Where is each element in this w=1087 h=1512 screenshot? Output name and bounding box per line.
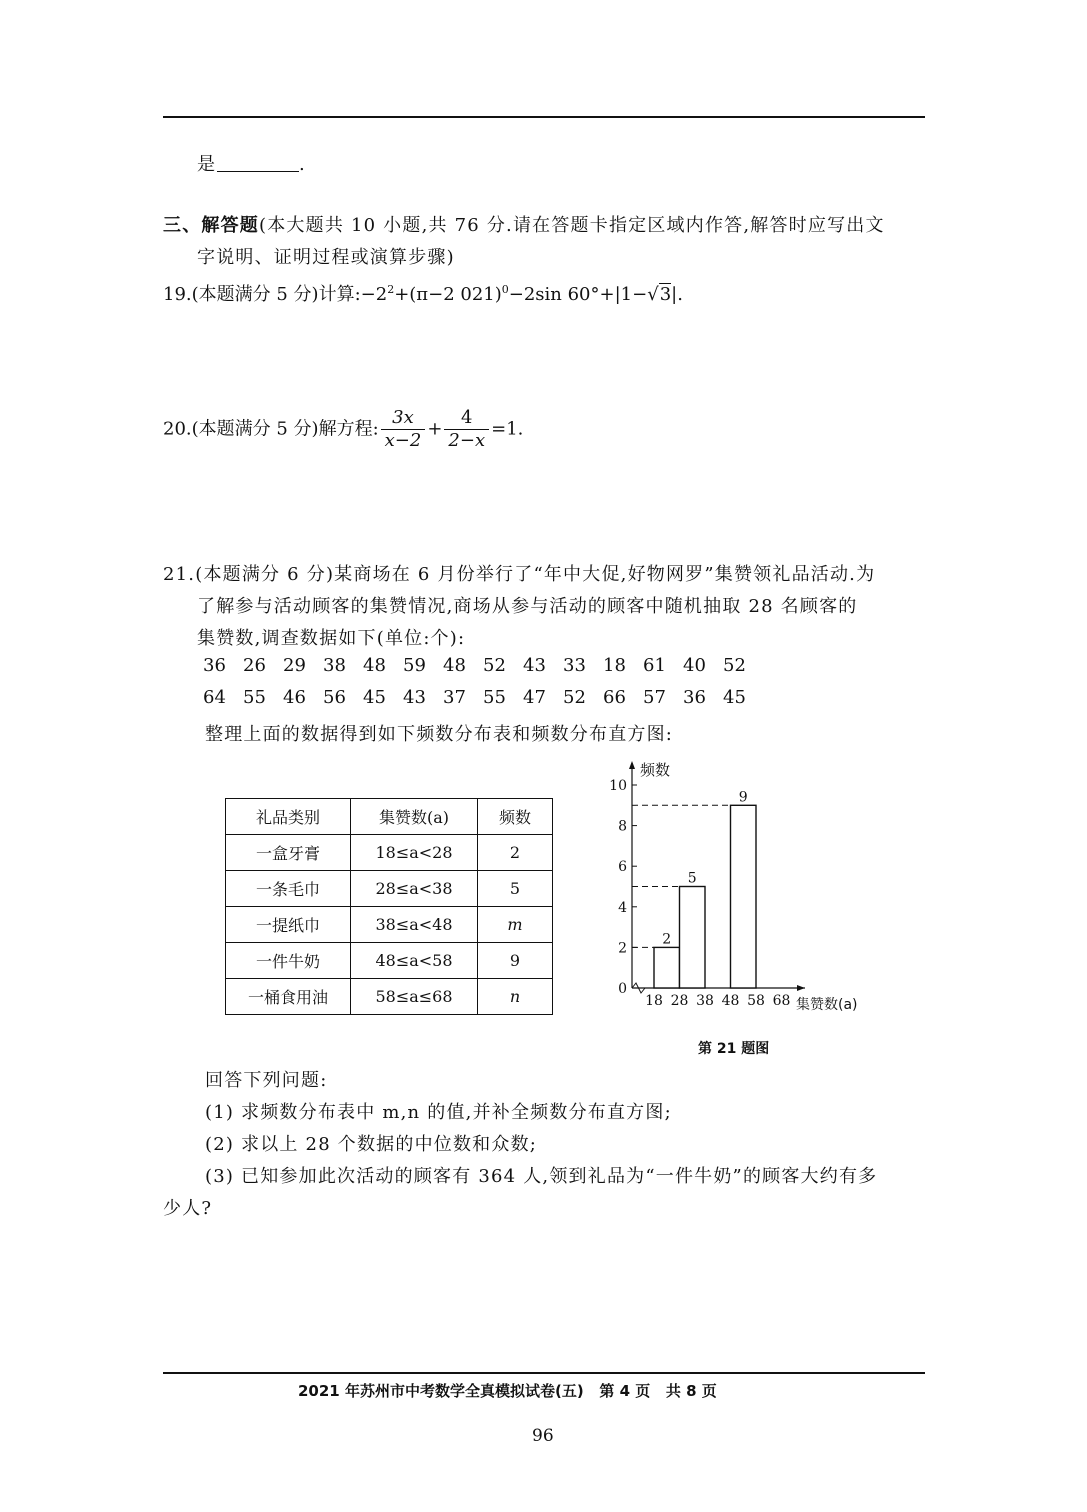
q20-f2-den: 2−x <box>448 430 486 451</box>
data-value: 38 <box>323 655 346 676</box>
data-value: 55 <box>483 687 506 708</box>
q21-sub-1: (1) 求频数分布表中 m,n 的值,并补全频数分布直方图; <box>205 1102 672 1123</box>
q19-label: 19.(本题满分 5 分)计算: <box>163 284 361 305</box>
q21-line-2: 了解参与活动顾客的集赞情况,商场从参与活动的顾客中随机抽取 28 名顾客的 <box>197 596 858 617</box>
table-header: 礼品类别 <box>226 799 351 835</box>
q20-plus: + <box>427 418 443 440</box>
q19-term-end: |. <box>671 284 683 305</box>
table-cell: 58≤a≤68 <box>351 979 478 1015</box>
q19-sqrt-arg: 3 <box>659 284 672 305</box>
data-value: 59 <box>403 655 426 676</box>
bar-label: 5 <box>687 870 697 887</box>
data-value: 61 <box>643 655 666 676</box>
figure-caption: 第 21 题图 <box>698 1041 770 1057</box>
data-value: 26 <box>243 655 266 676</box>
table-cell: m <box>478 907 553 943</box>
table-cell: 2 <box>478 835 553 871</box>
histogram-bar <box>654 947 680 988</box>
y-tick-label: 0 <box>618 981 627 997</box>
data-value: 48 <box>443 655 466 676</box>
x-tick-label: 28 <box>670 993 689 1009</box>
y-tick-label: 10 <box>609 778 627 794</box>
x-axis-arrow-icon <box>797 985 805 991</box>
table-row <box>226 835 553 871</box>
q21-sub-3-line-2: 少人? <box>163 1198 213 1219</box>
data-value: 64 <box>203 687 226 708</box>
bar-label: 2 <box>662 931 672 948</box>
table-cell: 18≤a<28 <box>351 835 478 871</box>
data-value: 66 <box>603 687 626 708</box>
x-tick-label: 48 <box>721 993 740 1009</box>
q20-f1-num: 3x <box>381 408 426 430</box>
q21-line-3: 集赞数,调查数据如下(单位:个): <box>197 628 466 649</box>
table-row <box>226 979 553 1015</box>
data-value: 56 <box>323 687 346 708</box>
section3-desc-2: 字说明、证明过程或演算步骤) <box>197 247 455 268</box>
table-header: 集赞数(a) <box>351 799 478 835</box>
table-cell: 一盒牙膏 <box>226 835 351 871</box>
top-rule <box>163 116 925 118</box>
frequency-table <box>225 798 553 1015</box>
q21-sub-3-line-1: (3) 已知参加此次活动的顾客有 364 人,领到礼品为“一件牛奶”的顾客大约有多 <box>205 1166 878 1187</box>
data-value: 52 <box>723 655 746 676</box>
q21-data-row-2 <box>203 687 763 708</box>
question-20 <box>163 408 523 451</box>
q21-intro: 整理上面的数据得到如下频数分布表和频数分布直方图: <box>205 724 674 745</box>
question-19 <box>163 280 683 306</box>
data-value: 52 <box>563 687 586 708</box>
x-axis-label: 集赞数(a) <box>796 997 858 1013</box>
q20-f1-den: x−2 <box>384 430 422 451</box>
x-tick-label: 38 <box>696 993 714 1009</box>
page-number: 96 <box>532 1426 554 1446</box>
table-cell: 一条毛巾 <box>226 871 351 907</box>
y-axis-label: 频数 <box>640 761 671 779</box>
q20-rhs: =1. <box>491 418 524 440</box>
table-header: 频数 <box>478 799 553 835</box>
x-tick-label: 68 <box>772 993 791 1009</box>
data-value: 18 <box>603 655 626 676</box>
section3-heading-line <box>163 211 885 237</box>
histogram-bar <box>731 805 757 988</box>
answer-blank <box>217 155 299 172</box>
y-axis-arrow-icon <box>629 761 635 769</box>
table-row <box>226 871 553 907</box>
table-cell: 28≤a<38 <box>351 871 478 907</box>
data-value: 43 <box>523 655 546 676</box>
histogram-bar <box>680 887 706 989</box>
q21-line-1: 21.(本题满分 6 分)某商场在 6 月份举行了“年中大促,好物网罗”集赞领礼品活动.为 <box>163 564 876 585</box>
q21-answer-intro: 回答下列问题: <box>205 1070 328 1091</box>
q21-sub-2: (2) 求以上 28 个数据的中位数和众数; <box>205 1134 538 1155</box>
table-cell: 9 <box>478 943 553 979</box>
data-value: 55 <box>243 687 266 708</box>
data-value: 36 <box>683 687 706 708</box>
data-value: 48 <box>363 655 386 676</box>
table-cell: n <box>478 979 553 1015</box>
data-value: 46 <box>283 687 306 708</box>
q20-fraction-2 <box>444 408 489 451</box>
table-cell: 48≤a<58 <box>351 943 478 979</box>
table-cell: 5 <box>478 871 553 907</box>
section3-heading: 三、解答题 <box>163 215 259 236</box>
q20-fraction-1 <box>381 408 426 451</box>
sqrt-icon: √ <box>647 284 659 305</box>
table-cell: 38≤a<48 <box>351 907 478 943</box>
data-value: 33 <box>563 655 586 676</box>
q20-f2-num: 4 <box>444 408 489 430</box>
table-row <box>226 943 553 979</box>
data-value: 52 <box>483 655 506 676</box>
q19-term-c: −2sin 60°+|1− <box>508 284 648 305</box>
data-value: 45 <box>363 687 386 708</box>
table-cell: 一提纸巾 <box>226 907 351 943</box>
y-tick-label: 2 <box>618 940 627 957</box>
data-value: 36 <box>203 655 226 676</box>
data-value: 47 <box>523 687 546 708</box>
blank-suffix: . <box>299 154 305 175</box>
footer-title: 2021 年苏州市中考数学全真模拟试卷(五) 第 4 页 共 8 页 <box>298 1382 717 1400</box>
data-value: 40 <box>683 655 706 676</box>
data-value: 29 <box>283 655 306 676</box>
q19-exp-b: 0 <box>501 283 509 296</box>
table-header-row <box>226 799 553 835</box>
q19-term-a: −2 <box>360 284 388 305</box>
y-tick-label: 4 <box>618 899 627 916</box>
blank-prefix: 是 <box>197 154 215 175</box>
footer-rule <box>163 1372 925 1374</box>
section3-desc-1: (本大题共 10 小题,共 76 分.请在答题卡指定区域内作答,解答时应写出文 <box>259 215 885 236</box>
bar-label: 9 <box>738 789 748 806</box>
q21-data-row-1 <box>203 655 763 676</box>
table-cell: 一桶食用油 <box>226 979 351 1015</box>
q19-term-b: +(π−2 021) <box>394 284 502 305</box>
x-tick-label: 18 <box>645 993 663 1009</box>
q20-label: 20.(本题满分 5 分)解方程: <box>163 418 379 440</box>
y-tick-label: 8 <box>618 818 627 835</box>
data-value: 43 <box>403 687 426 708</box>
data-value: 45 <box>723 687 746 708</box>
answer-blank-line <box>197 150 305 176</box>
frequency-histogram <box>600 755 880 1025</box>
table-row <box>226 907 553 943</box>
data-value: 37 <box>443 687 466 708</box>
x-tick-label: 58 <box>747 993 765 1009</box>
q19-exp-a: 2 <box>387 283 395 296</box>
data-value: 57 <box>643 687 666 708</box>
y-tick-label: 6 <box>618 859 627 876</box>
table-cell: 一件牛奶 <box>226 943 351 979</box>
